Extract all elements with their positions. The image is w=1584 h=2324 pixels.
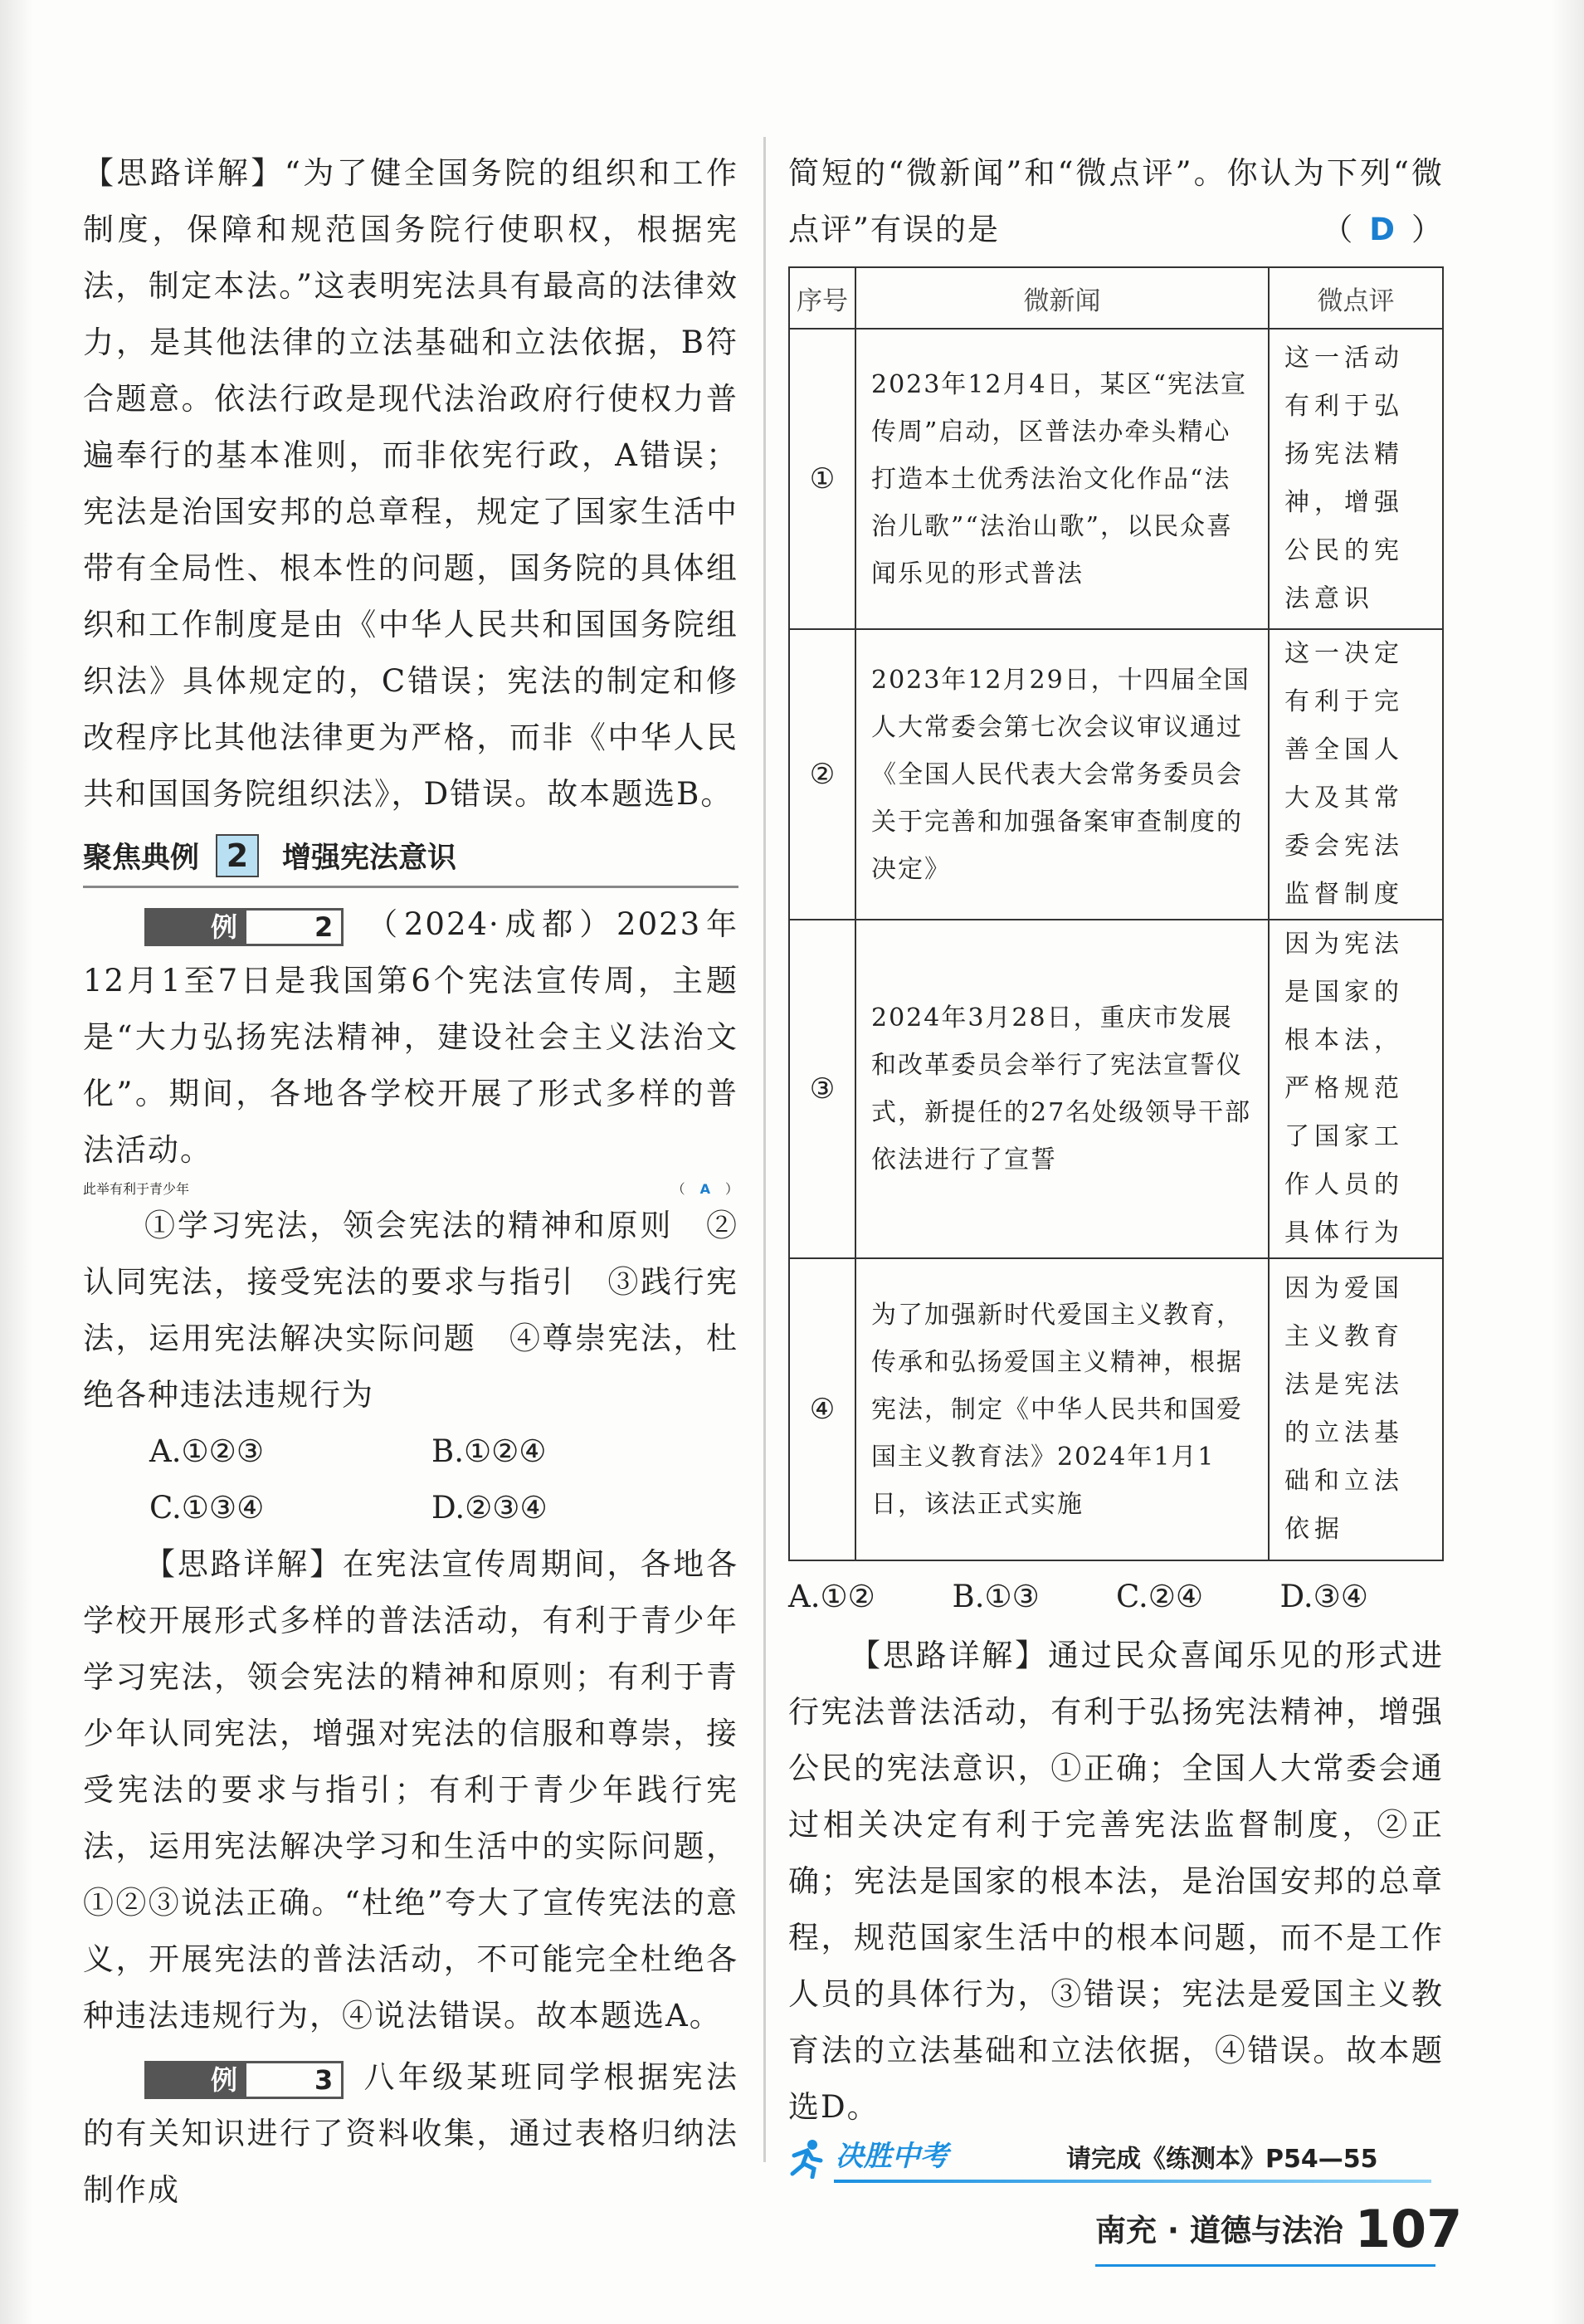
table-row: ② 2023年12月29日，十四届全国人大常委会第七次会议审议通过《全国人民代表大会常务委员会关于完善和加强备案审查制度的决定》 这一决定有利于完善全国人大及其常委会宪法监督制度 — [789, 629, 1443, 920]
example-2-badge: 例 2 — [144, 908, 344, 946]
example-2-choices-row-2 — [83, 1480, 738, 1536]
choice-a: A.①②③ — [149, 1433, 264, 1469]
example-3-stem-continued: 简短的“微新闻”和“微点评”。你认为下列“微点评”有误的是 （ D ） — [788, 145, 1444, 258]
practice-banner — [784, 2133, 1448, 2191]
explanation-paragraph-2: 【思路详解】在宪法宣传周期间，各地各学校开展形式多样的普法活动，有利于青少年学习宪法，领会宪法的精神和原则；有利于青少年认同宪法，增强对宪法的信服和尊崇，接受宪法的要求与指引；有利于青少年践行宪法，运用宪法解决学习和生活中的实际问题，①②③说法正确。“杜绝”夸大了宣传宪法的意义，开展宪法的普法活动，不可能完全杜绝各种违法违规行为，④说法错误。故本题选A。 — [83, 1546, 738, 2034]
example-2-choices-row-1 — [83, 1423, 738, 1480]
example-3-stem: 例 3 八年级某班同学根据宪法的有关知识进行了资料收集，通过表格归纳法制作成 — [83, 2059, 738, 2208]
runner-icon — [784, 2137, 826, 2179]
example-3-badge: 例 3 — [144, 2061, 344, 2099]
table-header-index: 序号 — [789, 267, 855, 329]
section-title: 增强宪法意识 — [282, 842, 457, 875]
right-column — [788, 145, 1444, 2136]
section-heading — [83, 831, 738, 888]
news-comment-table — [788, 266, 1444, 1561]
choice-b: B.①②④ — [431, 1433, 547, 1469]
banner-underline — [834, 2180, 1431, 2183]
banner-logo: 决胜中考 — [784, 2133, 948, 2179]
footer-underline — [1095, 2264, 1435, 2267]
example-2-question-line: 此举有利于青少年 （ A ） — [83, 1179, 738, 1198]
choice-c: C.②④ — [1116, 1579, 1204, 1614]
choice-d: D.②③④ — [431, 1490, 548, 1526]
choice-b: B.①③ — [952, 1579, 1040, 1614]
choice-a: A.①② — [788, 1579, 875, 1614]
table-row: ③ 2024年3月28日，重庆市发展和改革委员会举行了宪法宣誓仪式，新提任的27名处级领导干部依法进行了宣誓 因为宪法是国家的根本法，严格规范了国家工作人员的具体行为 — [789, 920, 1443, 1258]
banner-text: 请完成《练测本》P54—55 — [1066, 2145, 1378, 2174]
table-header-comment: 微点评 — [1269, 267, 1443, 329]
example-2-stem: 例 2 （2024·成都）2023年12月1至7日是我国第6个宪法宣传周，主题是“大力弘扬宪法精神，建设社会主义法治文化”。期间，各地各学校开展了形式多样的普法活动。 — [83, 906, 738, 1168]
table-header-news: 微新闻 — [855, 267, 1269, 329]
column-divider — [763, 137, 766, 2162]
book-title: 南充 · 道德与法治 — [1095, 2213, 1343, 2248]
example-2-answer: （ A ） — [671, 1181, 738, 1197]
choice-d: D.③④ — [1279, 1579, 1368, 1614]
explanation-paragraph-1: 【思路详解】“为了健全国务院的组织和工作制度，保障和规范国务院行使职权，根据宪法，制定本法。”这表明宪法具有最高的法律效力，是其他法律的立法基础和立法依据，B符合题意。依法行政是现代法治政府行使权力普遍奉行的基本准则，而非依宪行政，A错误；宪法是治国安邦的总章程，规定了国家生活中带有全局性、根本性的问题，国务院的具体组织和工作制度是由《中华人民共和国国务院组织法》具体规定的，C错误；宪法的制定和修改程序比其他法律更为严格，而非《中华人民共和国国务院组织法》，D错误。故本题选B。 — [83, 155, 738, 812]
table-row: ① 2023年12月4日，某区“宪法宣传周”启动，区普法办牵头精心打造本土优秀法治文化作品“法治儿歌”“法治山歌”，以民众喜闻乐见的形式普法 这一活动有利于弘扬宪法精神，增强公民的宪法意识 — [789, 329, 1443, 629]
choice-c: C.①③④ — [149, 1490, 265, 1526]
page-number: 107 — [1354, 2199, 1463, 2259]
example-2-items: ①学习宪法，领会宪法的精神和原则 ②认同宪法，接受宪法的要求与指引 ③践行宪法，运用宪法解决实际问题 ④尊崇宪法，杜绝各种违法违规行为 — [83, 1208, 738, 1413]
example-3-answer: （ D ） — [1322, 212, 1444, 247]
explanation-paragraph-3: 【思路详解】通过民众喜闻乐见的形式进行宪法普法活动，有利于弘扬宪法精神，增强公民的宪法意识，①正确；全国人大常委会通过相关决定有利于完善宪法监督制度，②正确；宪法是国家的根本法，是治国安邦的总章程，规范国家生活中的根本问题，而不是工作人员的具体行为，③错误；宪法是爱国主义教育法的立法基础和立法依据，④错误。故本题选D。 — [788, 1638, 1444, 2125]
page-footer — [1095, 2199, 1463, 2259]
section-label: 聚焦典例 — [83, 842, 200, 875]
section-number: 2 — [216, 834, 259, 877]
left-column — [83, 145, 738, 2219]
table-row: ④ 为了加强新时代爱国主义教育，传承和弘扬爱国主义精神，根据宪法，制定《中华人民共和国爱国主义教育法》2024年1月1日，该法正式实施 因为爱国主义教育法是宪法的立法基础和立法依据 — [789, 1258, 1443, 1560]
example-3-choices — [788, 1566, 1444, 1628]
